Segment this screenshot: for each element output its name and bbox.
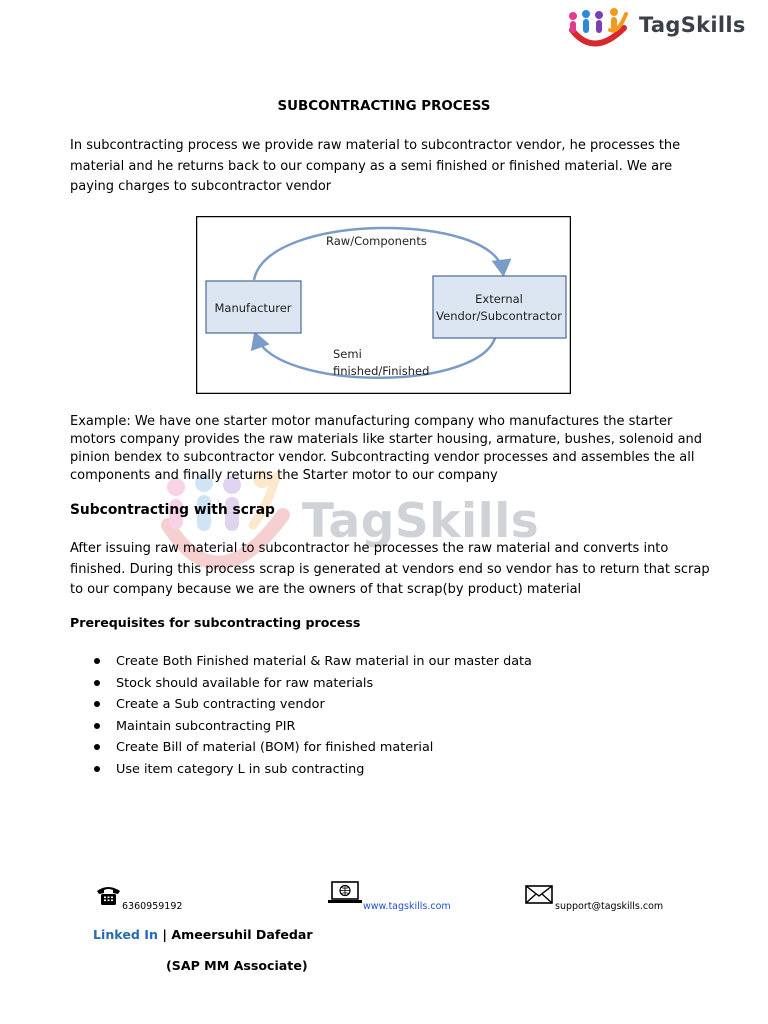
list-item-text: Stock should available for raw materials [116,675,374,691]
raw-components-label: Raw/Components [326,234,427,248]
vendor-label-line1: External [475,292,523,306]
list-item [92,759,532,781]
list-item [92,694,532,716]
website-link[interactable]: www.tagskills.com [363,901,451,912]
list-item-text: Use item category L in sub contracting [116,761,365,777]
email-address[interactable]: support@tagskills.com [555,901,664,912]
logo-text: TagSkills [639,13,746,37]
separator: | [162,927,167,942]
finished-label: finished/Finished [333,364,430,378]
subcontracting-diagram [196,216,571,394]
scrap-paragraph: After issuing raw material to subcontractor he processes the raw material and converts into finished. During this process scrap is generated at vendors end so vendor has to return that scrap to our company because we are the owners of that scrap(by product) material [70,541,710,597]
bullet-icon [94,658,100,664]
vendor-label-line2: Vendor/Subcontractor [436,309,562,323]
envelope-icon [525,885,553,904]
list-item [92,651,532,673]
author-role: (SAP MM Associate) [166,958,308,973]
bullet-icon [94,766,100,772]
watermark-text: TagSkills [302,494,540,549]
intro-paragraph: In subcontracting process we provide raw material to subcontractor vendor, he processes the material and he returns back to our company as a semi finished or finished material. We are paying charges to subcontractor vendor [70,138,681,194]
prerequisites-list [92,651,532,780]
example-paragraph: Example: We have one starter motor manufacturing company who manufactures the starter motors company provides the raw materials like starter housing, armature, bushes, solenoid and pinion bendex to subcontractor vendor. Subcontracting vendor processes and assembles the all components and finally returns the Starter motor to our company [70,414,703,483]
scrap-heading: Subcontracting with scrap [70,502,275,518]
bullet-icon [94,723,100,729]
list-item-text: Create Bill of material (BOM) for finished material [116,740,434,755]
linkedin-link[interactable]: Linked In [93,927,158,942]
vendor-box [433,276,566,338]
author-name: Ameersuhil Dafedar [171,927,313,942]
phone-icon [96,884,121,906]
bullet-icon [94,701,100,707]
list-item-text: Create Both Finished material & Raw material in our master data [116,654,532,669]
laptop-icon [327,880,363,906]
bullet-icon [94,744,100,750]
list-item [92,737,532,759]
page-title: SUBCONTRACTING PROCESS [277,99,491,114]
bullet-icon [94,680,100,686]
prerequisites-heading: Prerequisites for subcontracting process [70,615,361,630]
manufacturer-label: Manufacturer [214,301,292,315]
list-item-text: Maintain subcontracting PIR [116,718,296,734]
list-item-text: Create a Sub contracting vendor [116,697,325,712]
list-item [92,673,532,695]
author-line [93,927,313,942]
semi-label: Semi [333,347,362,361]
list-item [92,716,532,738]
phone-number: 6360959192 [122,901,183,912]
